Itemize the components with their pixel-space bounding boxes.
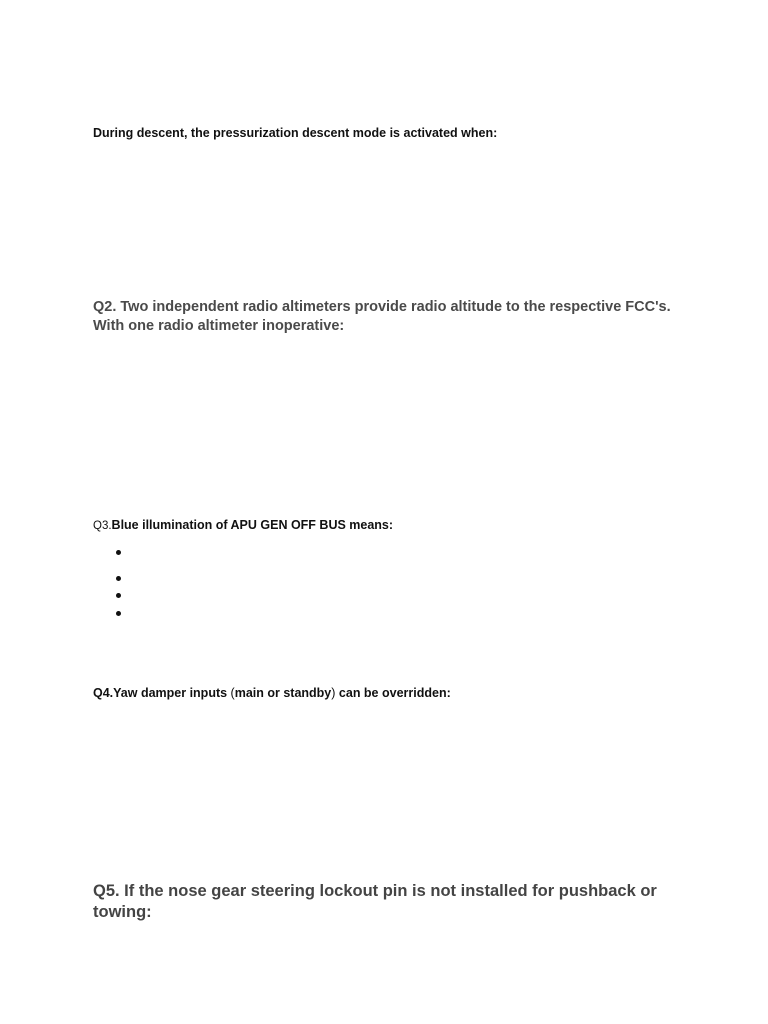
question-5-line-1: Q5. If the nose gear steering lockout pin is not installed for pushback or [93,882,657,900]
question-4 [93,686,451,700]
question-3-number: Q3. [93,520,112,532]
bullet-item [116,574,124,582]
question-4-paren-open: ( [230,686,235,700]
bullet-item [116,609,124,617]
question-4-text-b: main or standby [234,686,332,700]
question-2 [93,298,693,336]
question-5 [93,881,693,923]
bullet-icon [116,593,121,598]
bullet-icon [116,576,121,581]
question-4-text-c: can be overridden: [335,686,451,700]
question-2-line-2: With one radio altimeter inoperative: [93,318,345,334]
bullet-item [116,548,124,556]
question-3-text: Blue illumination of APU GEN OFF BUS means: [111,518,394,532]
question-2-line-1: Q2. Two independent radio altimeters provide radio altitude to the respective FCC's. [93,299,671,315]
bullet-icon [116,550,121,555]
bullet-icon [116,611,121,616]
question-4-number: Q4. [93,686,114,700]
bullet-item [116,591,124,599]
question-4-paren-close: ) [331,686,336,700]
question-5-line-2: towing: [93,903,152,921]
question-1: During descent, the pressurization descent mode is activated when: [93,126,498,140]
question-4-text-a: Yaw damper inputs [113,686,231,700]
question-3 [93,518,393,532]
